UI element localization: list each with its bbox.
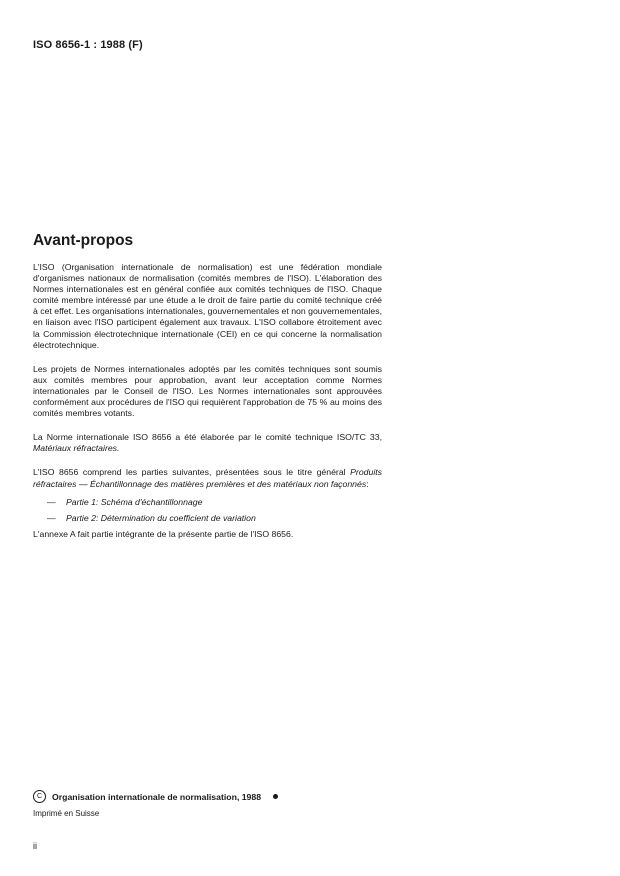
list-item — [33, 497, 382, 508]
paragraph-iso-description: L'ISO (Organisation internationale de normalisation) est une fédération mondiale d'organismes nationaux de normalisation (comités membres de l'ISO). L'élaboration des Normes internationales est en général confiée aux comités techniques de l'ISO. Chaque comité membre intéressé par une étude a le droit de faire partie du comité technique créé à cet effet. Les organisations internationales, gouvernementales et non gouvernementales, en liaison avec l'ISO participent également aux travaux. L'ISO collabore étroitement avec la Commission électrotechnique internationale (CEI) en ce qui concerne la normalisation électrotechnique. — [33, 262, 383, 350]
section-title: Avant-propos — [33, 232, 134, 249]
document-header: ISO 8656-1 : 1988 (F) — [33, 39, 143, 51]
copyright-notice — [33, 790, 278, 803]
parts-intro-suffix: : — [366, 478, 369, 489]
parts-intro-text: L'ISO 8656 comprend les parties suivantes, présentées sous le titre général — [33, 467, 346, 478]
paragraph-annex: L'annexe A fait partie intégrante de la présente partie de l'ISO 8656. — [33, 528, 294, 539]
foreword-body — [33, 262, 382, 553]
parts-list — [33, 497, 382, 524]
list-dash: — — [47, 496, 56, 507]
part-label: Partie 1: Schéma d'échantillonnage — [66, 496, 203, 507]
parts-general-title: Produits réfractaires — Échantillonnage des matières premières et des matériaux non façonnés — [33, 467, 383, 489]
paragraph-parts-intro — [33, 467, 382, 489]
committee-text: La Norme internationale ISO 8656 a été élaborée par le comité technique ISO/TC 33, — [33, 432, 382, 443]
paragraph-committee — [33, 432, 382, 454]
paragraph-approval: Les projets de Normes internationales adoptés par les comités techniques sont soumis aux comités membres pour approbation, avant leur acceptation comme Normes internationales par le Conseil de l'ISO. Les Normes internationales sont approuvées conformément aux procédures de l'ISO qui requièrent l'approbation de 75 % au moins des comités membres votants. — [33, 363, 382, 419]
committee-title: Matériaux réfractaires. — [33, 443, 120, 454]
printed-location: Imprimé en Suisse — [33, 809, 100, 818]
bullet-icon — [273, 794, 278, 799]
part-label: Partie 2: Détermination du coefficient de variation — [66, 512, 256, 523]
page-number: ii — [33, 841, 37, 851]
copyright-text: Organisation internationale de normalisation, 1988 — [52, 791, 262, 802]
copyright-icon: C — [33, 790, 46, 803]
list-dash: — — [47, 512, 56, 523]
list-item — [33, 513, 382, 524]
